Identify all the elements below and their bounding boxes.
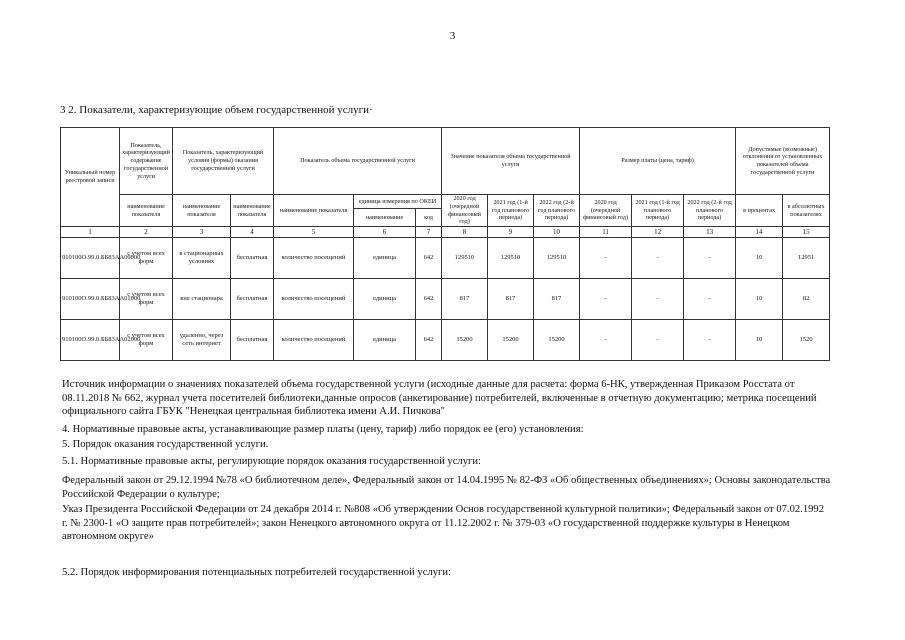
header-volume-value: Значение показателя объема государственной услуги [442, 128, 580, 195]
table-row [61, 279, 830, 320]
column-number: 5 [274, 227, 354, 238]
header-indicator-name: наименование показателя [120, 195, 173, 227]
header-value-2020: 2020 год (очередной финансовый год) [442, 195, 488, 227]
table-cell: 910100О.99.0.ББ83АА00000 [61, 238, 120, 279]
table-cell: 15200 [442, 320, 488, 361]
column-number: 4 [231, 227, 274, 238]
table-cell: - [684, 279, 736, 320]
table-cell: бесплатная [231, 238, 274, 279]
section-4-heading: 4. Нормативные правовые акты, устанавливающие размер платы (цену, тариф) либо порядок ее (его) установления: [62, 424, 584, 435]
column-number: 10 [534, 227, 580, 238]
table-row [61, 320, 830, 361]
table-cell: 910100О.99.0.ББ83АА02000 [61, 320, 120, 361]
table-cell: вне стационара [173, 279, 231, 320]
table-cell: - [580, 320, 632, 361]
column-number: 9 [488, 227, 534, 238]
header-indicator-name: наименование показателя [173, 195, 231, 227]
header-unit-name: наименование [354, 208, 416, 226]
section-5-1-heading: 5.1. Нормативные правовые акты, регулирующие порядок оказания государственной услуги: [62, 456, 481, 467]
table-cell: единица [354, 279, 416, 320]
table-cell: 15200 [534, 320, 580, 361]
table-cell: количество посещений [274, 320, 354, 361]
column-number-row [61, 227, 830, 238]
table-cell: 10 [736, 238, 783, 279]
header-percent: в процентах [736, 195, 783, 227]
table-cell: 10 [736, 279, 783, 320]
table-cell: с учетом всех форм [120, 238, 173, 279]
column-number: 14 [736, 227, 783, 238]
source-paragraph: Источник информации о значениях показателей объема государственной услуги (исходные данные для расчета: форма 6-НК, утвержденная Приказом Росстата от 08.11.2018 № 662, журнал учета посетителей библиотеки,данные опросов (анкетирование) потребителей, включенные в отчетную документацию; метрика посещений официального сайта ГБУК "Ненецкая центральная библиотека имени А.И. Пичкова" [62, 379, 817, 417]
table-cell: 642 [416, 279, 442, 320]
header-fee-2021: 2021 год (1-й год планового периода) [632, 195, 684, 227]
laws-paragraph-1: Федеральный закон от 29.12.1994 №78 «О библиотечном деле», Федеральный закон от 14.04.1995 № 82-ФЗ «Об общественных объединениях»; Основы законодательства Российской Федерации о культуре; [62, 475, 831, 500]
table-cell: 817 [442, 279, 488, 320]
header-indicator-name: наименование показателя [274, 195, 354, 227]
header-indicator-name: наименование показателя [231, 195, 274, 227]
table-cell: - [684, 320, 736, 361]
table-cell: 642 [416, 238, 442, 279]
table-cell: 129510 [488, 238, 534, 279]
header-absolute: в абсолютных показателях [783, 195, 830, 227]
table-cell: с учетом всех форм [120, 320, 173, 361]
column-number: 15 [783, 227, 830, 238]
table-cell: количество посещений [274, 238, 354, 279]
table-cell: 642 [416, 320, 442, 361]
table-cell: 10 [736, 320, 783, 361]
table-cell: с учетом всех форм [120, 279, 173, 320]
table-cell: 817 [488, 279, 534, 320]
column-number: 11 [580, 227, 632, 238]
table-cell: единица [354, 320, 416, 361]
column-number: 3 [173, 227, 231, 238]
section-5-2-heading: 5.2. Порядок информирования потенциальных потребителей государственной услуги: [62, 567, 451, 578]
header-fee-2022: 2022 год (2-й год планового периода) [684, 195, 736, 227]
table-cell: 1520 [783, 320, 830, 361]
table-cell: - [632, 279, 684, 320]
header-value-2022: 2022 год (2-й год планового периода) [534, 195, 580, 227]
column-number: 8 [442, 227, 488, 238]
table-cell: - [580, 238, 632, 279]
column-number: 13 [684, 227, 736, 238]
laws-paragraph-2: Указ Президента Российской Федерации от 24 декабря 2014 г. №808 «Об утверждении Основ государственной культурной политики»; Федеральный закон от 07.02.1992 г. № 2300-1 «О защите прав потребителей»; закон Ненецкого автономного округа от 11.12.2002 г. № 379-03 «О государственной поддержке культуры в Ненецком автономном округе» [62, 504, 825, 542]
table-cell: количество посещений [274, 279, 354, 320]
header-fee-2020: 2020 год (очередной финансовый год) [580, 195, 632, 227]
table-cell: 15200 [488, 320, 534, 361]
table-cell: - [632, 238, 684, 279]
table-cell: бесплатная [231, 320, 274, 361]
header-value-2021: 2021 год (1-й год планового периода) [488, 195, 534, 227]
column-number: 12 [632, 227, 684, 238]
table-cell: - [580, 279, 632, 320]
table-cell: 12951 [783, 238, 830, 279]
table-cell: удаленно, через сеть интернет [173, 320, 231, 361]
section-title: 3 2. Показатели, характеризующие объем государственной услуги· [60, 104, 373, 116]
table-cell: - [632, 320, 684, 361]
header-fee: Размер платы (цена, тариф) [580, 128, 736, 195]
page-number: 3 [449, 30, 456, 42]
table-cell: 82 [783, 279, 830, 320]
table-cell: 129510 [534, 238, 580, 279]
header-unique-number: Уникальный номер реестровой записи [61, 128, 120, 227]
volume-indicators-table [60, 127, 830, 361]
header-unit: единица измерения по ОКЕИ [354, 195, 442, 209]
header-unit-code: код [416, 208, 442, 226]
table-cell: 129510 [442, 238, 488, 279]
section-5-heading: 5. Порядок оказания государственной услуги. [62, 439, 269, 450]
table-row [61, 238, 830, 279]
column-number: 7 [416, 227, 442, 238]
table-cell: - [684, 238, 736, 279]
column-number: 6 [354, 227, 416, 238]
header-deviation: Допустимые (возможные) отклонения от установленных показателей объема государственной услуги [736, 128, 830, 195]
table-cell: 910100О.99.0.ББ83АА01000 [61, 279, 120, 320]
table-cell: в стационарных условиях [173, 238, 231, 279]
table-cell: бесплатная [231, 279, 274, 320]
column-number: 1 [61, 227, 120, 238]
header-condition-characteristic: Показатель, характеризующий условия (формы) оказания государственной услуги [173, 128, 274, 195]
table-cell: единица [354, 238, 416, 279]
table-cell: 817 [534, 279, 580, 320]
header-volume-indicator: Показатель объема государственной услуги [274, 128, 442, 195]
column-number: 2 [120, 227, 173, 238]
header-content-characteristic: Показатель, характеризующий содержание государственной услуги [120, 128, 173, 195]
